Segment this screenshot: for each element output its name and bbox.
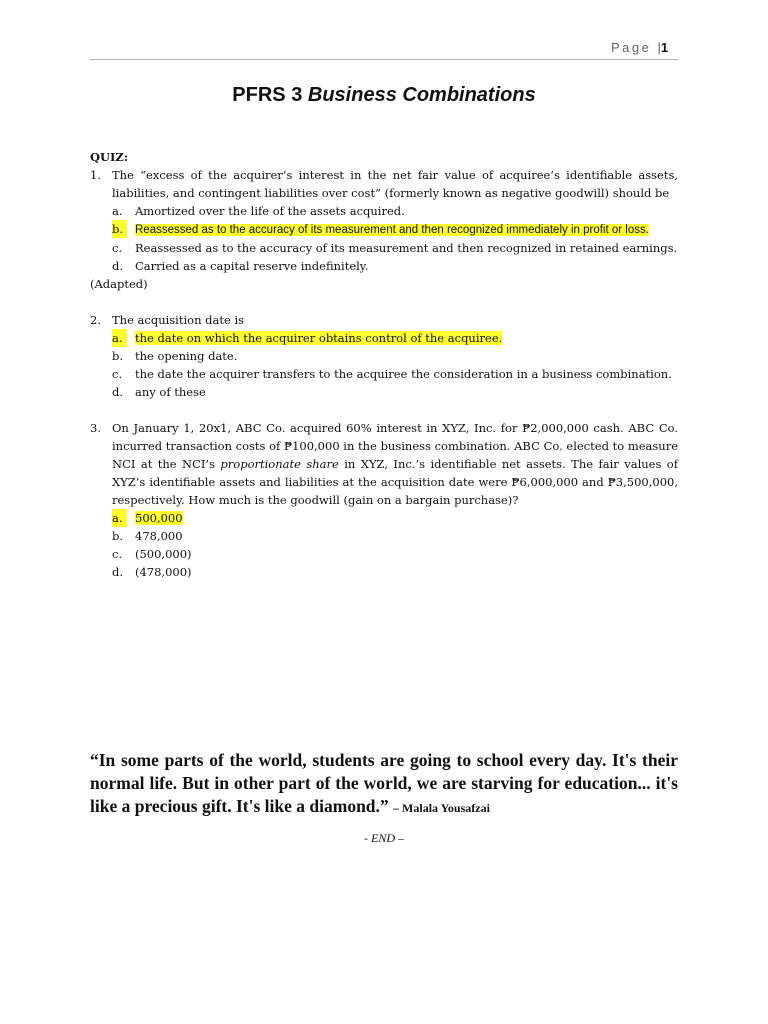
choice-item xyxy=(112,257,678,275)
adapted-note: (Adapted) xyxy=(90,277,148,291)
end-marker: - END – xyxy=(364,831,404,845)
title-italic: Business Combinations xyxy=(307,84,536,106)
closing-quote xyxy=(90,749,678,820)
choice-text: Carried as a capital reserve indefinitely. xyxy=(135,259,369,273)
page-header xyxy=(611,40,668,55)
choice-letter: a. xyxy=(112,509,127,527)
question-number: 3. xyxy=(90,421,101,435)
choice-text: the date the acquirer transfers to the acquiree the consideration in a business combination. xyxy=(135,367,672,381)
choice-item-correct xyxy=(112,329,678,347)
choice-letter: a. xyxy=(112,204,123,218)
choice-list xyxy=(112,202,678,275)
choice-item xyxy=(112,202,678,220)
page-separator: | xyxy=(657,40,661,55)
choice-text: Amortized over the life of the assets acquired. xyxy=(135,204,405,218)
choice-letter: d. xyxy=(112,385,124,399)
question-number: 1. xyxy=(90,168,101,182)
page-word: Page xyxy=(611,40,652,55)
choice-text: any of these xyxy=(135,385,206,399)
question-number: 2. xyxy=(90,313,101,327)
question-text-part: in XYZ, Inc.’s identifiable net assets. The fair values of XYZ’s identifiable assets and liabilities at the acquisition date were ₱6,000,000 and ₱3,500,000, respectively. How much is the goodwill (gain on a bargain purchase)? xyxy=(112,457,678,507)
question-text-italic: proportionate share xyxy=(220,457,339,471)
choice-text: 478,000 xyxy=(135,529,183,543)
choice-text-highlighted: the date on which the acquirer obtains control of the acquiree. xyxy=(135,331,503,345)
choice-list xyxy=(112,329,678,401)
choice-item xyxy=(112,527,678,545)
choice-item xyxy=(112,347,678,365)
question-text xyxy=(112,419,678,509)
choice-text: the opening date. xyxy=(135,349,238,363)
spacer xyxy=(90,293,678,311)
quiz-content xyxy=(90,148,678,581)
choice-letter: c. xyxy=(112,241,123,255)
choice-item xyxy=(112,563,678,581)
choice-letter: b. xyxy=(112,220,127,238)
header-rule xyxy=(90,59,678,60)
choice-letter: b. xyxy=(112,349,124,363)
question-text: The acquisition date is xyxy=(112,313,245,327)
choice-text: (500,000) xyxy=(135,547,192,561)
choice-item xyxy=(112,545,678,563)
choice-letter: c. xyxy=(112,367,123,381)
document-title xyxy=(0,84,768,107)
quote-text: “In some parts of the world, students are going to school every day. It's their normal life. But in other part of the world, we are starving for education... it's like a precious gift. It's like a diamond.” xyxy=(90,750,678,816)
quote-author: – Malala Yousafzai xyxy=(393,801,490,815)
choice-text: (478,000) xyxy=(135,565,192,579)
choice-letter: d. xyxy=(112,259,124,273)
question-1 xyxy=(90,166,678,275)
choice-text-highlighted: 500,000 xyxy=(135,511,183,525)
question-3 xyxy=(90,419,678,581)
question-text: The “excess of the acquirer’s interest in the net fair value of acquiree’s identifiable assets, liabilities, and contingent liabilities over cost” (formerly known as negative goodwill) should be xyxy=(112,168,678,200)
question-text-part: On January 1, 20x1, ABC Co. acquired 60% interest in XYZ, Inc. for ₱2,000,000 cash. ABC Co. incurred transaction costs of ₱100,000 in the business combination. ABC Co. elected to measure NCI at the NCI’s xyxy=(112,421,678,471)
choice-list xyxy=(112,509,678,581)
page-number: 1 xyxy=(660,40,669,55)
title-prefix: PFRS 3 xyxy=(232,84,303,106)
choice-letter: b. xyxy=(112,529,124,543)
choice-text: Reassessed as to the accuracy of its measurement and then recognized in retained earnings. xyxy=(135,241,678,255)
choice-item-correct xyxy=(112,509,678,527)
choice-letter: d. xyxy=(112,565,124,579)
choice-item xyxy=(112,365,678,383)
choice-item xyxy=(112,383,678,401)
question-2 xyxy=(90,311,678,401)
quiz-label: QUIZ: xyxy=(90,150,129,164)
choice-text-highlighted: Reassessed as to the accuracy of its measurement and then recognized immediately in profit or loss. xyxy=(135,224,649,236)
choice-letter: c. xyxy=(112,547,123,561)
choice-item xyxy=(112,239,678,257)
spacer xyxy=(90,401,678,419)
choice-item-correct xyxy=(112,220,678,239)
choice-letter: a. xyxy=(112,329,127,347)
